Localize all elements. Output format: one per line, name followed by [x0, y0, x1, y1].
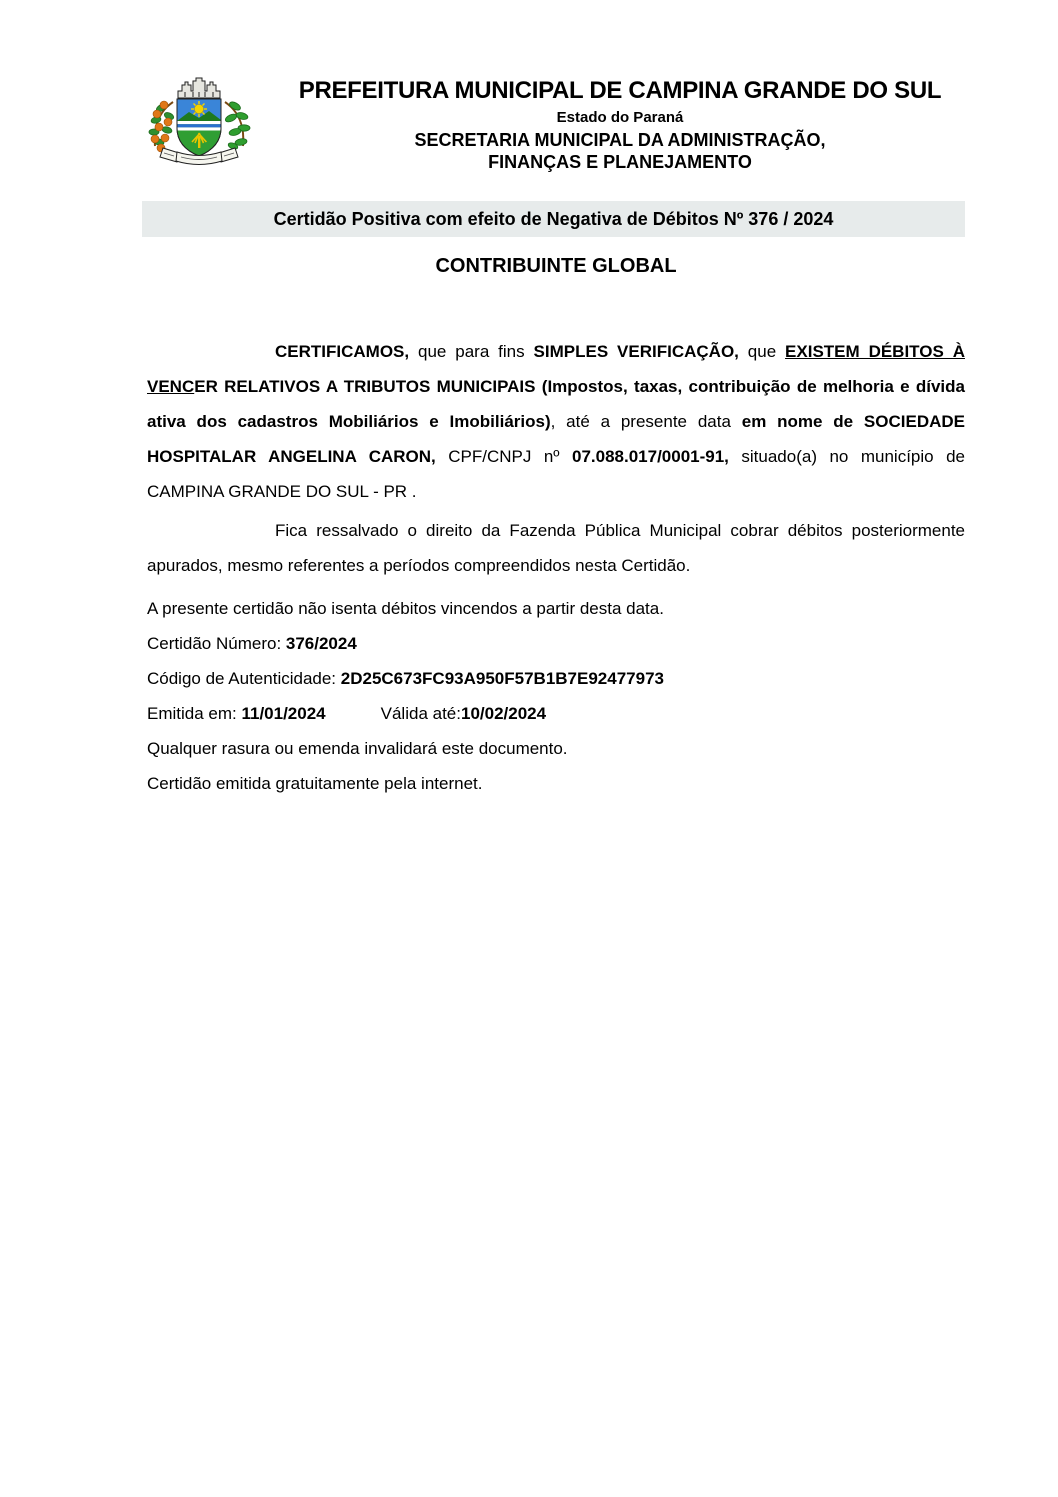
header-secretariat-line1: SECRETARIA MUNICIPAL DA ADMINISTRAÇÃO, — [414, 129, 826, 150]
header-secretariat-line2: FINANÇAS E PLANEJAMENTO — [488, 151, 752, 172]
certificate-number-label: Certidão Número: — [147, 634, 286, 653]
header-title: PREFEITURA MUNICIPAL DE CAMPINA GRANDE DO SUL — [298, 77, 942, 104]
note-internet: Certidão emitida gratuitamente pela internet. — [147, 774, 483, 793]
certification-paragraph: CERTIFICAMOS, que para fins SIMPLES VERIFICAÇÃO, que EXISTEM DÉBITOS À VENCER RELATIVOS A TRIBUTOS MUNICIPAIS (Impostos, taxas, contribuição de melhoria e dívida ativa dos cadastros Mobiliários e Imobiliários), até a presente data em nome de SOCIEDADE HOSPITALAR ANGELINA CARON, CPF/CNPJ nº 07.088.017/0001-91, situado(a) no município de CAMPINA GRANDE DO SUL - PR . — [147, 342, 965, 501]
valid-value: 10/02/2024 — [460, 704, 547, 723]
valid-label: Válida até: — [380, 704, 461, 723]
issued-label: Emitida em: — [147, 704, 242, 723]
coat-of-arms-graphic — [147, 72, 251, 170]
certificate-number-value: 376/2024 — [285, 634, 357, 653]
auth-code-label: Código de Autenticidade: — [147, 669, 341, 688]
municipal-crest-icon — [147, 72, 251, 170]
certificate-details — [147, 591, 965, 801]
document-header — [270, 78, 970, 172]
certificate-number-line — [147, 626, 965, 661]
certificate-body — [147, 334, 965, 801]
reservation-paragraph: Fica ressalvado o direito da Fazenda Pública Municipal cobrar débitos posteriormente apurados, mesmo referentes a períodos compreendidos nesta Certidão. — [147, 521, 965, 575]
header-state: Estado do Paraná — [556, 109, 684, 127]
dates-line — [147, 696, 965, 731]
certificate-title-banner: Certidão Positiva com efeito de Negativa de Débitos Nº 376 / 2024 — [142, 201, 965, 237]
note-erasure: Qualquer rasura ou emenda invalidará este documento. — [147, 739, 568, 758]
note-no-exempt: A presente certidão não isenta débitos vincendos a partir desta data. — [147, 599, 664, 618]
issued-value: 11/01/2024 — [241, 704, 326, 723]
auth-code-line — [147, 661, 965, 696]
auth-code-value: 2D25C673FC93A950F57B1B7E92477973 — [340, 669, 664, 688]
taxpayer-type-subtitle: CONTRIBUINTE GLOBAL — [435, 255, 677, 277]
